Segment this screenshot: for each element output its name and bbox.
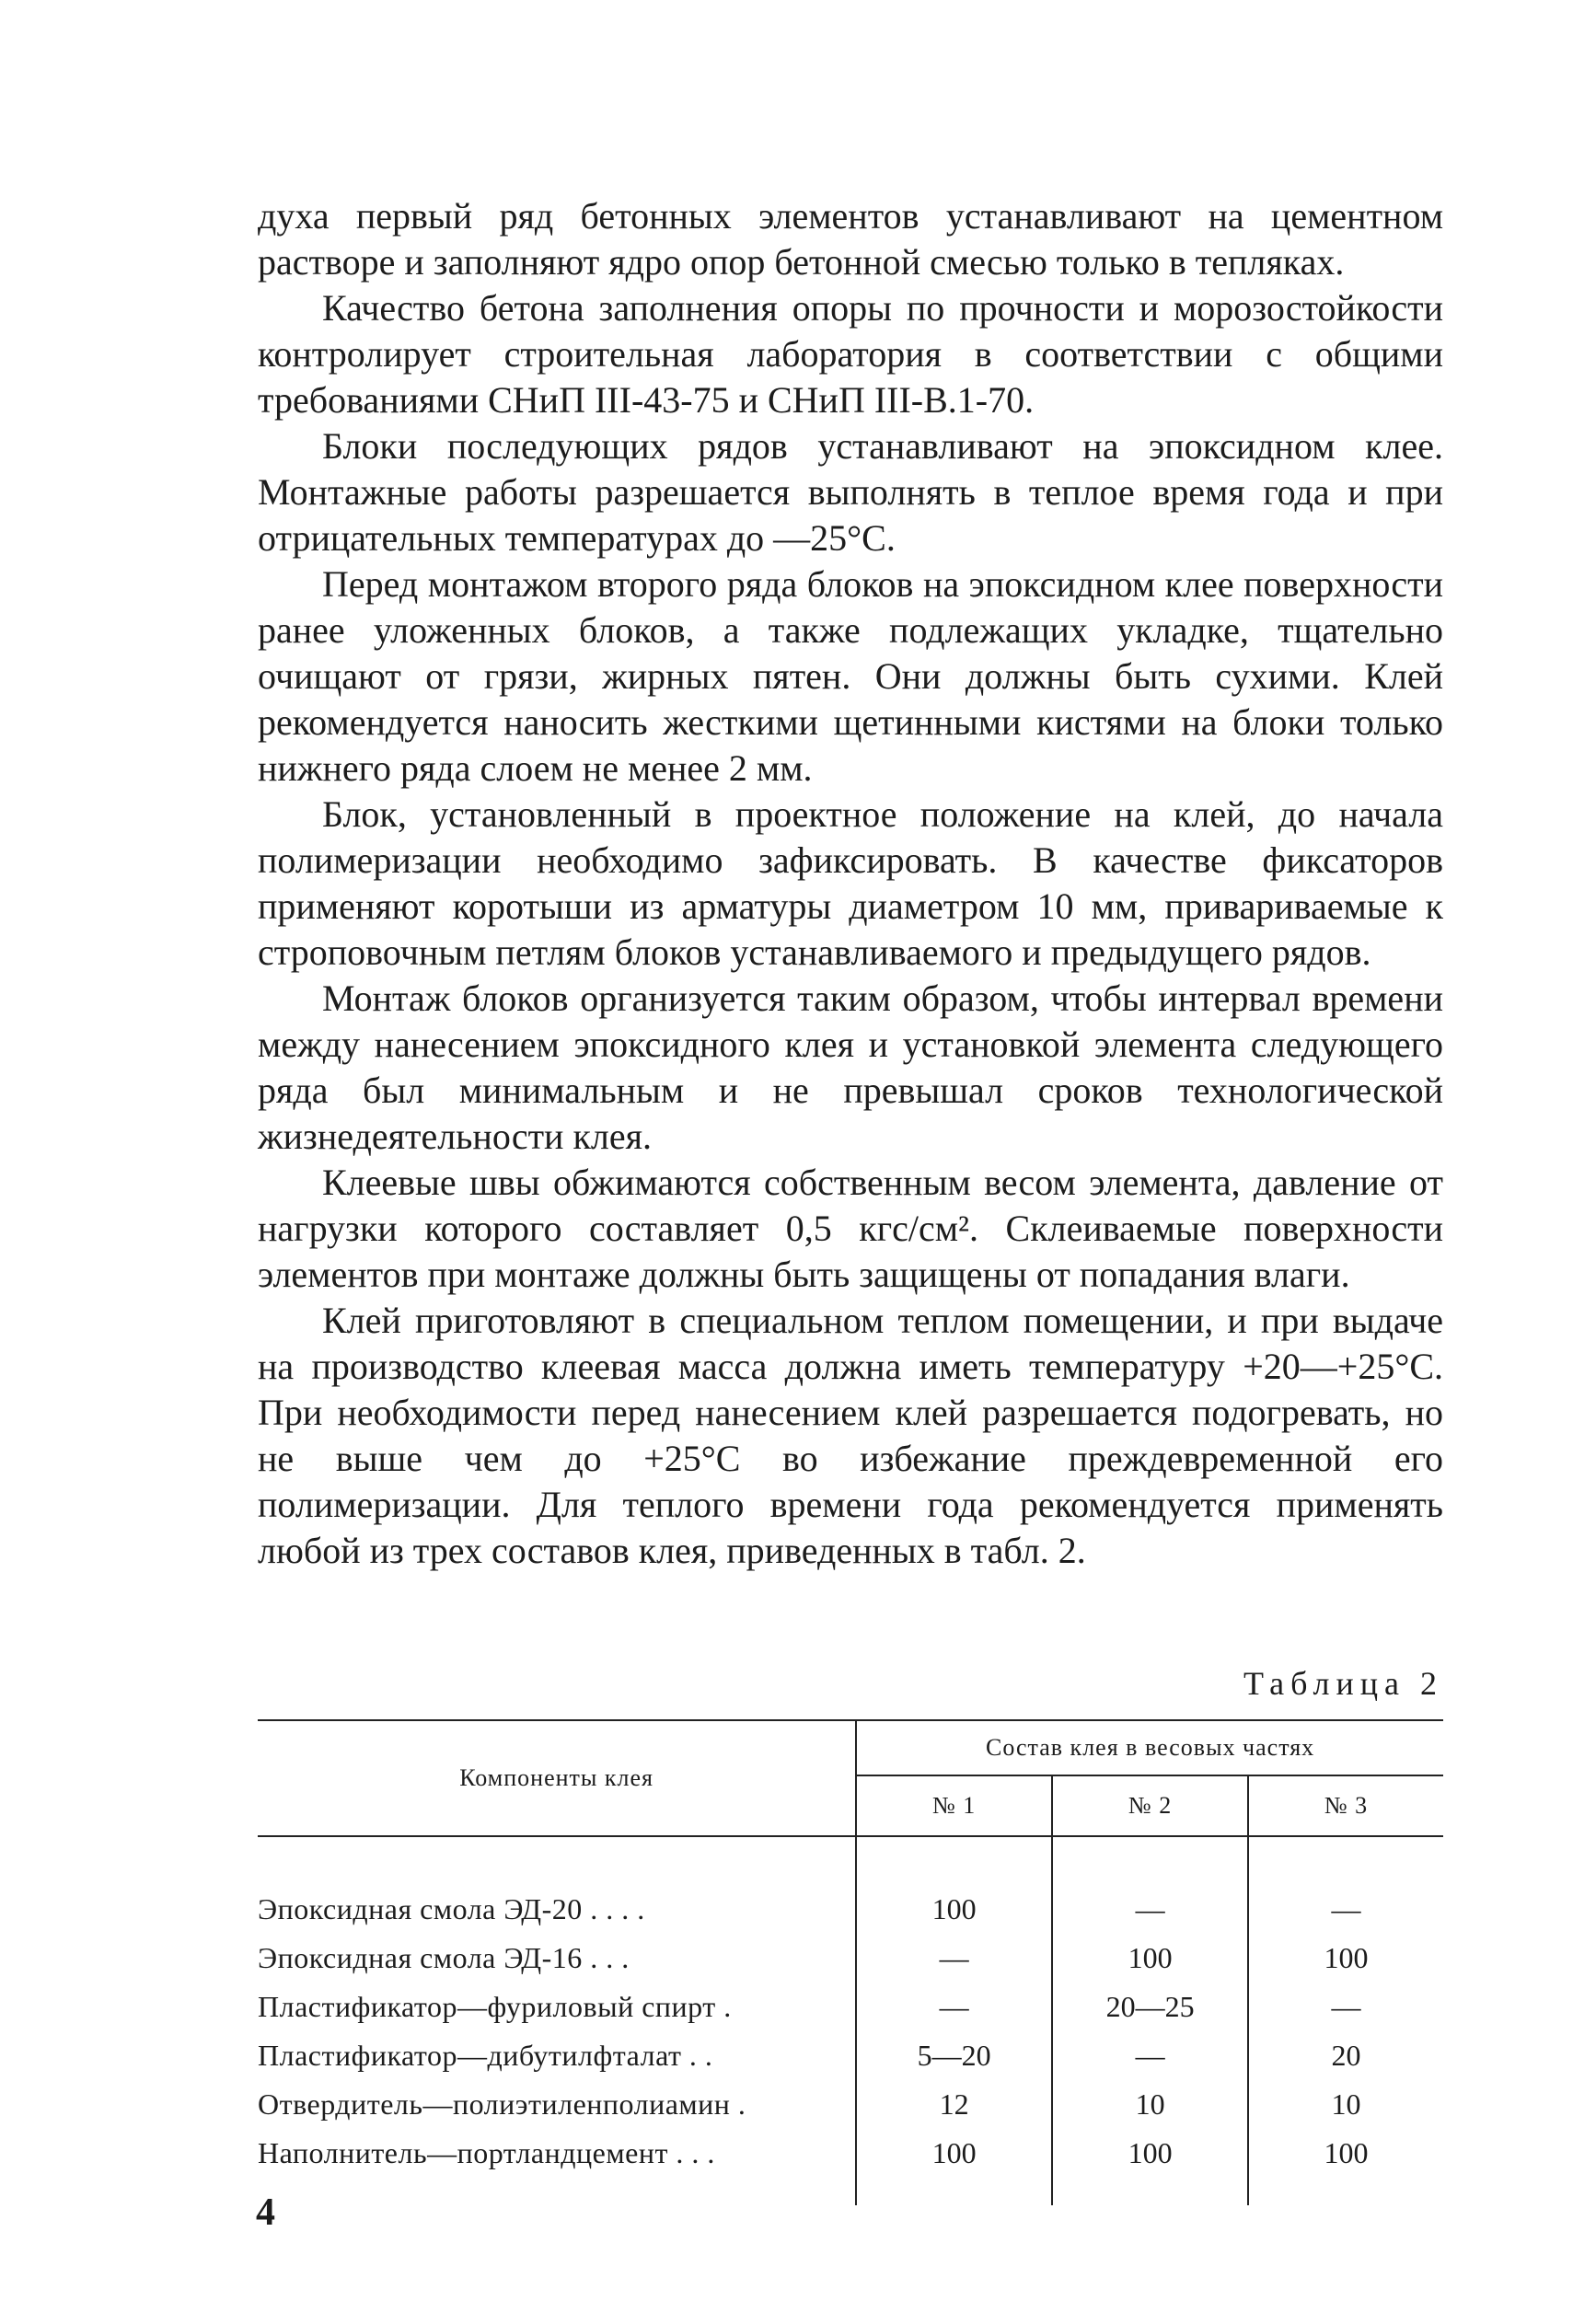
paragraph: Перед монтажом второго ряда блоков на эпоксидном клее поверхности ранее уложенных блоков, а также подлежащих укладке, тщательно очищают от грязи, жирных пятен. Они должны быть сухими. Клей рекомендуется наносить жесткими щетинными кистями на блоки только нижнего ряда слоем не менее 2 мм. [258, 563, 1443, 789]
paragraph: Монтаж блоков организуется таким образом, чтобы интервал времени между нанесением эпоксидного клея и установкой элемента следующего ряда был минимальным и не превышал сроков технологической жизнедеятельности клея. [258, 977, 1443, 1157]
table-cell: — [1331, 1892, 1361, 1925]
table-row [258, 1885, 1443, 1934]
component-name: Пластификатор—фуриловый спирт . [258, 1983, 856, 2031]
table-cell: 100 [931, 2136, 977, 2169]
table-cell: 100 [931, 1892, 977, 1925]
table-cell: 10 [1052, 2080, 1248, 2129]
table-cell: 20—25 [1052, 1983, 1248, 2031]
table-row [258, 2080, 1443, 2129]
table-cell: — [1331, 1990, 1361, 2023]
page-number: 4 [256, 2191, 275, 2234]
table-cell: 12 [939, 2087, 969, 2121]
composition-group-header: Состав клея в весовых частях [856, 1720, 1443, 1775]
table-cell: 10 [1331, 2087, 1361, 2121]
table-row [258, 2129, 1443, 2178]
table-cell: 100 [1324, 2136, 1369, 2169]
table-row [258, 2031, 1443, 2080]
paragraph: Клеевые швы обжимаются собственным весом элемента, давление от нагрузки которого составляет 0,5 кгс/см². Склеиваемые поверхности элементов при монтаже должны быть защищены от попадания влаги. [258, 1162, 1443, 1295]
table-caption: Таблица 2 [1243, 1665, 1443, 1702]
paragraph: духа первый ряд бетонных элементов устанавливают на цементном растворе и заполняют ядро опор бетонной смесью только в тепляках. [258, 195, 1443, 283]
table-cell: 5—20 [917, 2039, 991, 2072]
component-name: Наполнитель—портландцемент . . . [258, 2129, 856, 2178]
paragraph: Клей приготовляют в специальном теплом помещении, и при выдаче на производство клеевая масса должна иметь температуру +20—+25°С. При необходимости перед нанесением клей разрешается подогревать, но не выше чем до +25°С во избежание преждевременной его полимеризации. Для теплого времени года рекомендуется применять любой из трех составов клея, приведенных в табл. 2. [258, 1300, 1443, 1571]
column-header: № 1 [856, 1775, 1052, 1836]
component-name: Отвердитель—полиэтиленполиамин . [258, 2080, 856, 2129]
component-name: Пластификатор—дибутилфталат . . [258, 2031, 856, 2080]
table-row [258, 1983, 1443, 2031]
column-header: № 3 [1248, 1775, 1443, 1836]
table-cell: — [1052, 1885, 1248, 1934]
paragraph: Блоки последующих рядов устанавливают на эпоксидном клее. Монтажные работы разрешается выполнять в теплое время года и при отрицательных температурах до —25°С. [258, 425, 1443, 559]
table-cell: — [1052, 2031, 1248, 2080]
table-cell: — [939, 1941, 969, 1974]
table-cell: 100 [1052, 2129, 1248, 2178]
component-name: Эпоксидная смола ЭД-20 . . . . [258, 1885, 856, 1934]
column-header: № 2 [1052, 1775, 1248, 1836]
component-name: Эпоксидная смола ЭД-16 . . . [258, 1934, 856, 1983]
table-cell: 100 [1324, 1941, 1369, 1974]
paragraph: Блок, установленный в проектное положение на клей, до начала полимеризации необходимо зафиксировать. В качестве фиксаторов применяют коротыши из арматуры диаметром 10 мм, привариваемые к строповочным петлям блоков устанавливаемого и предыдущего рядов. [258, 793, 1443, 973]
table-cell: 100 [1052, 1934, 1248, 1983]
table-spacer-row [258, 1836, 1443, 1885]
paragraph: Качество бетона заполнения опоры по прочности и морозостойкости контролирует строительная лаборатория в соответствии с общими требованиями СНиП III-43-75 и СНиП III-В.1-70. [258, 287, 1443, 421]
table-cell: — [939, 1990, 969, 2023]
table-row [258, 1934, 1443, 1983]
component-header: Компоненты клея [258, 1720, 856, 1836]
body-text [258, 193, 1443, 1574]
table-tail-row [258, 2178, 1443, 2205]
table-cell: 20 [1331, 2039, 1361, 2072]
adhesive-composition-table [258, 1719, 1443, 2205]
